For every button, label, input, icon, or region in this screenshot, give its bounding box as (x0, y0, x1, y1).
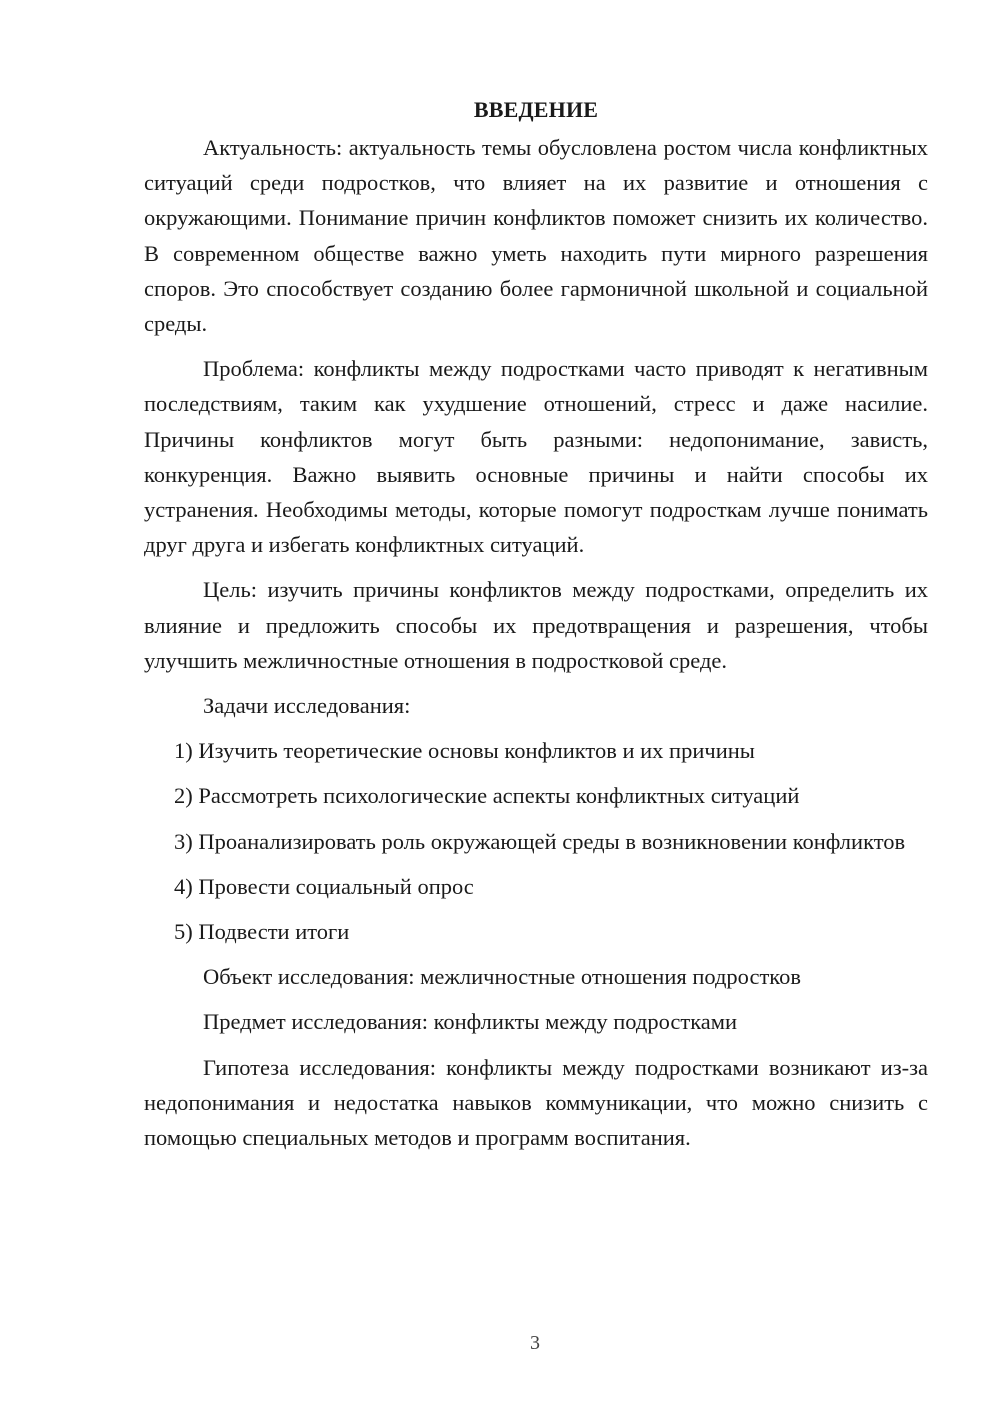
tasks-list (144, 733, 928, 949)
list-item: 5) Подвести итоги (174, 919, 350, 945)
list-item: 1) Изучить теоретические основы конфликтов и их причины (174, 738, 755, 764)
list-item: 3) Проанализировать роль окружающей среды в возникновении конфликтов (174, 828, 906, 854)
object-paragraph: Объект исследования: межличностные отношения подростков (203, 964, 801, 990)
subject-paragraph: Предмет исследования: конфликты между подростками (203, 1009, 738, 1035)
problem-paragraph: Проблема: конфликты между подростками часто приводят к негативным последствиям, таким как ухудшение отношений, стресс и даже насилие. Причины конфликтов могут быть разными: недопонимание, зависть, конкуренция. Важно выявить основные причины и найти способы их устранения. Необходимы методы, которые помогут подросткам лучше понимать друг друга и избегать конфликтных ситуаций. (144, 356, 928, 558)
page-title: ВВЕДЕНИЕ (473, 97, 599, 122)
list-item: 2) Рассмотреть психологические аспекты конфликтных ситуаций (174, 783, 800, 809)
hypothesis-paragraph: Гипотеза исследования: конфликты между подростками возникают из-за недопонимания и недостатка навыков коммуникации, что можно снизить с помощью специальных методов и программ воспитания. (144, 1054, 928, 1151)
tasks-heading: Задачи исследования: (203, 693, 411, 719)
page-number: 3 (530, 1332, 540, 1354)
relevance-paragraph: Актуальность: актуальность темы обусловлена ростом числа конфликтных ситуаций среди подростков, что влияет на их развитие и отношения с окружающими. Понимание причин конфликтов поможет снизить их количество. В современном обществе важно уметь находить пути мирного разрешения споров. Это способствует созданию более гармоничной школьной и социальной среды. (144, 135, 928, 337)
document-page (144, 94, 928, 1165)
goal-paragraph: Цель: изучить причины конфликтов между подростками, определить их влияние и предложить способы их предотвращения и разрешения, чтобы улучшить межличностные отношения в подростковой среде. (144, 577, 928, 673)
list-item: 4) Провести социальный опрос (174, 873, 474, 899)
